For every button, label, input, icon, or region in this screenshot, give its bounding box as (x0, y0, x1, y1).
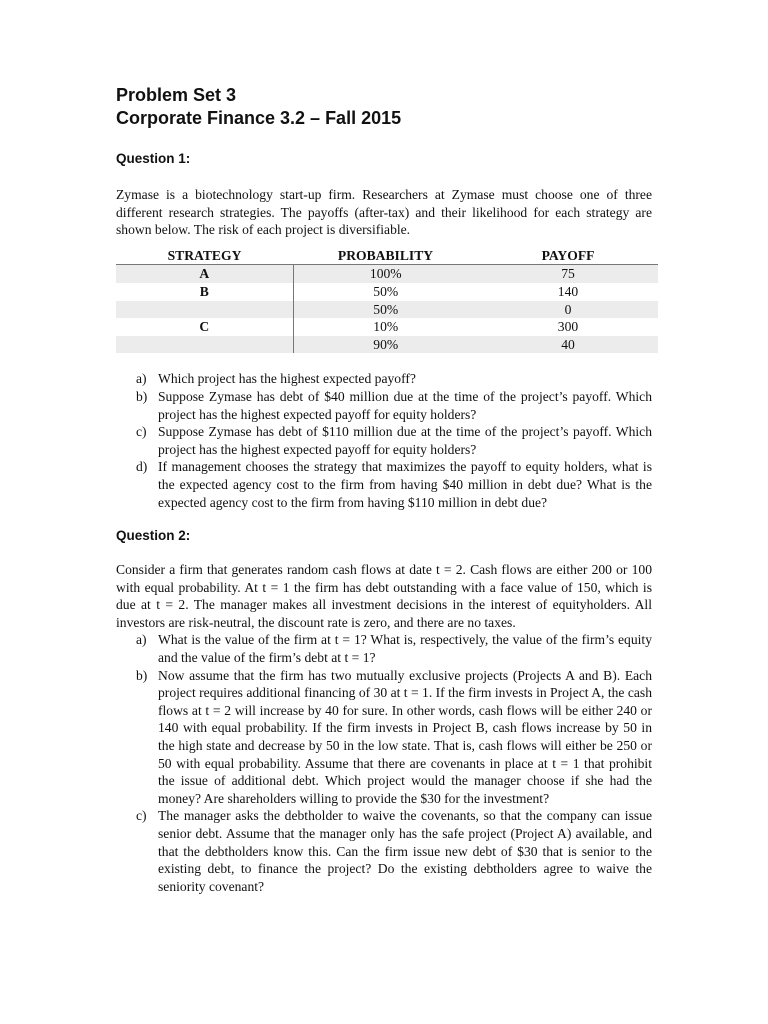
page-title-line2: Corporate Finance 3.2 – Fall 2015 (116, 108, 402, 128)
table-cell (116, 301, 293, 319)
list-item (116, 667, 652, 808)
item-marker: a) (136, 371, 147, 387)
table-row (116, 336, 658, 354)
table-cell: 50% (293, 301, 478, 319)
item-marker: b) (136, 388, 148, 404)
list-item (116, 807, 652, 895)
item-text: The manager asks the debtholder to waive the covenants, so that the company can issue senior debt. Assume that the manager only has the safe project (Project A) available, and that the debtholders know this. Can the firm issue new debt of $30 that is senior to the existing debt, to finance the project? Do the existing debtholders agree to waive the seniority covenant? (158, 808, 652, 894)
table-cell: 90% (293, 336, 478, 354)
table-cell: 75 (478, 265, 658, 283)
question-2-subquestions (116, 631, 652, 895)
table-cell: 300 (557, 319, 579, 335)
item-text: Now assume that the firm has two mutually exclusive projects (Projects A and B). Each project requires additional financing of 30 at t = 1. If the firm invests in Project A, the cash flows at t = 2 will increase by 40 for sure. In other words, cash flows will be either 240 or 140 with equal probability. If the firm invests in Project B, cash flows increase by 50 in the high state and decrease by 50 in the low state. That is, cash flows will either be 250 or 50 with equal probability. Assume that there are covenants in place at t = 1 that prohibit the issue of additional debt. Which project would the manager choose if she had the money? Are shareholders willing to provide the $30 for the investment? (158, 667, 652, 806)
item-marker: c) (136, 424, 147, 440)
item-text: Suppose Zymase has debt of $40 million due at the time of the project’s payoff. Which project has the highest expected payoff for equity holders? (158, 388, 652, 422)
page-title-line1: Problem Set 3 (116, 85, 237, 105)
question-2-heading: Question 2: (116, 528, 191, 544)
table-row (116, 283, 658, 301)
strategy-table (116, 247, 658, 354)
item-marker: b) (136, 667, 148, 683)
table-cell: 40 (478, 336, 658, 354)
item-marker: d) (136, 459, 148, 475)
question-1-heading: Question 1: (116, 151, 191, 166)
list-item (116, 631, 652, 666)
table-cell: C (116, 318, 293, 336)
table-cell: 100% (293, 265, 478, 283)
table-cell: A (116, 265, 293, 283)
table-cell: 10% (373, 319, 399, 335)
table-row (116, 318, 658, 336)
column-header: STRATEGY (116, 247, 293, 265)
list-item (116, 458, 652, 511)
item-text: If management chooses the strategy that maximizes the payoff to equity holders, what is the expected agency cost to the firm from having $40 million in debt due? What is the expected agency cost to the firm from having $110 million in debt due? (158, 459, 652, 510)
document-page (116, 84, 652, 895)
table-header-row (116, 247, 658, 265)
item-marker: c) (136, 808, 147, 824)
list-item (116, 423, 652, 458)
table-cell: 0 (478, 301, 658, 319)
item-text: Suppose Zymase has debt of $110 million due at the time of the project’s payoff. Which project has the highest expected payoff for equity holders? (158, 424, 652, 457)
list-item (116, 370, 652, 388)
list-item (116, 388, 652, 423)
question-1-subquestions (116, 370, 652, 511)
question-1-intro: Zymase is a biotechnology start-up firm. Researchers at Zymase must choose one of three different research strategies. The payoffs (after-tax) and their likelihood for each strategy are shown below. The risk of each project is diversifiable. (116, 187, 652, 238)
item-text: What is the value of the firm at t = 1? What is, respectively, the value of the firm’s equity and the value of the firm’s debt at t = 1? (158, 632, 652, 666)
table-row (116, 265, 658, 283)
table-cell: B (116, 283, 293, 301)
table-cell: 140 (557, 283, 579, 299)
question-2-intro: Consider a firm that generates random cash flows at date t = 2. Cash flows are either 200 or 100 with equal probability. At t = 1 the firm has debt outstanding with a face value of 150, which is due at t = 2. The manager makes all investment decisions in the interest of equityholders. All investors are risk-neutral, the discount rate is zero, and there are no taxes. (116, 562, 652, 630)
table-cell (116, 336, 293, 354)
table-cell: 50% (373, 283, 399, 299)
item-marker: a) (136, 632, 147, 648)
column-header: PAYOFF (478, 247, 658, 265)
table-row (116, 301, 658, 319)
item-text: Which project has the highest expected payoff? (158, 371, 416, 387)
column-header: PROBABILITY (293, 247, 478, 265)
